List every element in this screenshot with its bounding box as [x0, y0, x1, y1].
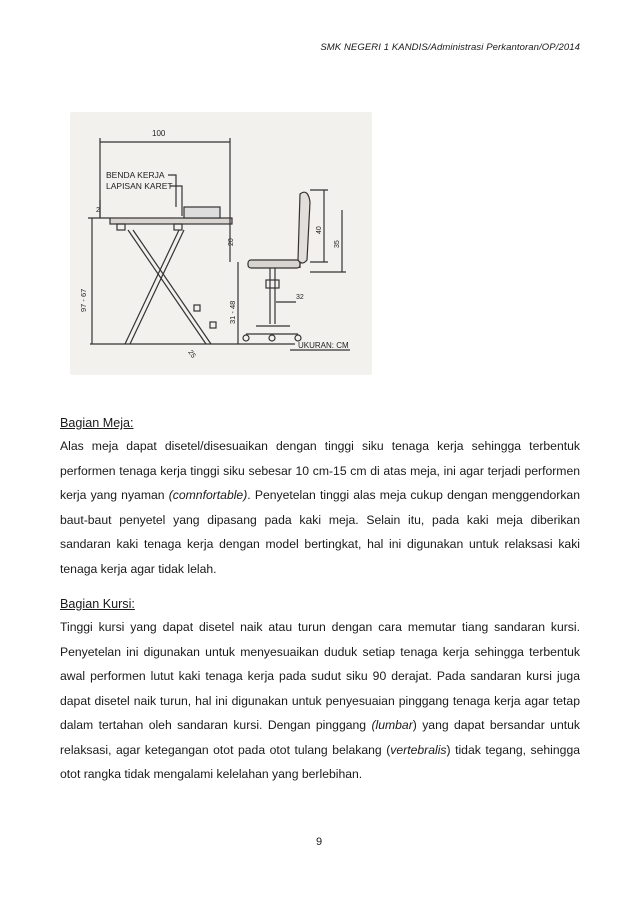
page-number: 9: [315, 836, 323, 848]
kursi-text-italic-1: (lumbar: [371, 718, 413, 732]
dim-25-label: 25: [186, 349, 197, 360]
desk-chair-diagram: [70, 112, 372, 375]
dim-100-label: 100: [152, 129, 166, 138]
meja-text-italic: (comnfortable): [168, 488, 248, 502]
paragraph-kursi: [60, 615, 580, 787]
benda-kerja-label: BENDA KERJA: [106, 170, 165, 180]
kursi-text-3: ) tidak tegang, sehingga otot rangka tidak mengalami kelelahan yang berlebihan.: [60, 742, 581, 781]
dim-32-label: 32: [296, 294, 304, 301]
dim-table-height-label: 97 - 67: [79, 288, 88, 312]
kursi-text-italic-2: vertebralis: [390, 742, 447, 757]
diagram-svg: [70, 112, 372, 375]
page-header: SMK NEGERI 1 KANDIS/Administrasi Perkantoran/OP/2014: [320, 42, 580, 53]
lapisan-karet-label: LAPISAN KARET: [106, 181, 173, 191]
dim-40-label: 40: [316, 226, 323, 234]
unit-label: UKURAN: CM: [298, 341, 349, 350]
dim-35-label: 35: [334, 240, 341, 248]
paragraph-meja: [60, 434, 580, 581]
kursi-text-1: Tinggi kursi yang dapat disetel naik atau turun dengan cara memutar tiang sandaran kursi. Penyetelan ini digunakan untuk menyesuaikan duduk setiap tenaga kerja sehingga terbentuk awal performen lutut kaki tenaga kerja pada sudut siku 90 derajat. Pada sandaran kursi juga dapat disetel naik turun, hal ini digunakan untuk penyesuaian pinggang tenaga kerja agar tetap dalam tertahan oleh sandaran kursi. Dengan pinggang: [60, 620, 580, 732]
meja-text-1: Alas meja dapat disetel/disesuaikan dengan tinggi siku tenaga kerja sehingga terbentuk performen tenaga kerja tinggi siku sebesar 10 cm-15 cm di atas meja, ini agar terjadi performen kerja yang nyaman: [60, 439, 580, 502]
dim-seat-height-label: 31 - 48: [228, 300, 237, 324]
section-title-meja: Bagian Meja:: [60, 416, 134, 430]
dim-20-label: 20: [228, 238, 235, 246]
dim-2-label: 2: [96, 207, 100, 214]
section-title-kursi: Bagian Kursi:: [60, 597, 135, 611]
meja-text-2: . Penyetelan tinggi alas meja cukup dengan menggendorkan baut-baut penyetel yang dipasang pada kaki meja. Selain itu, pada kaki meja diberikan sandaran kaki tenaga kerja dengan model bertingkat, hal ini digunakan untuk relaksasi kaki tenaga kerja agar tidak lelah.: [60, 488, 580, 576]
kursi-text-2: ) yang dapat bersandar untuk relaksasi, agar ketegangan otot pada otot tulang belakang (: [60, 718, 580, 757]
